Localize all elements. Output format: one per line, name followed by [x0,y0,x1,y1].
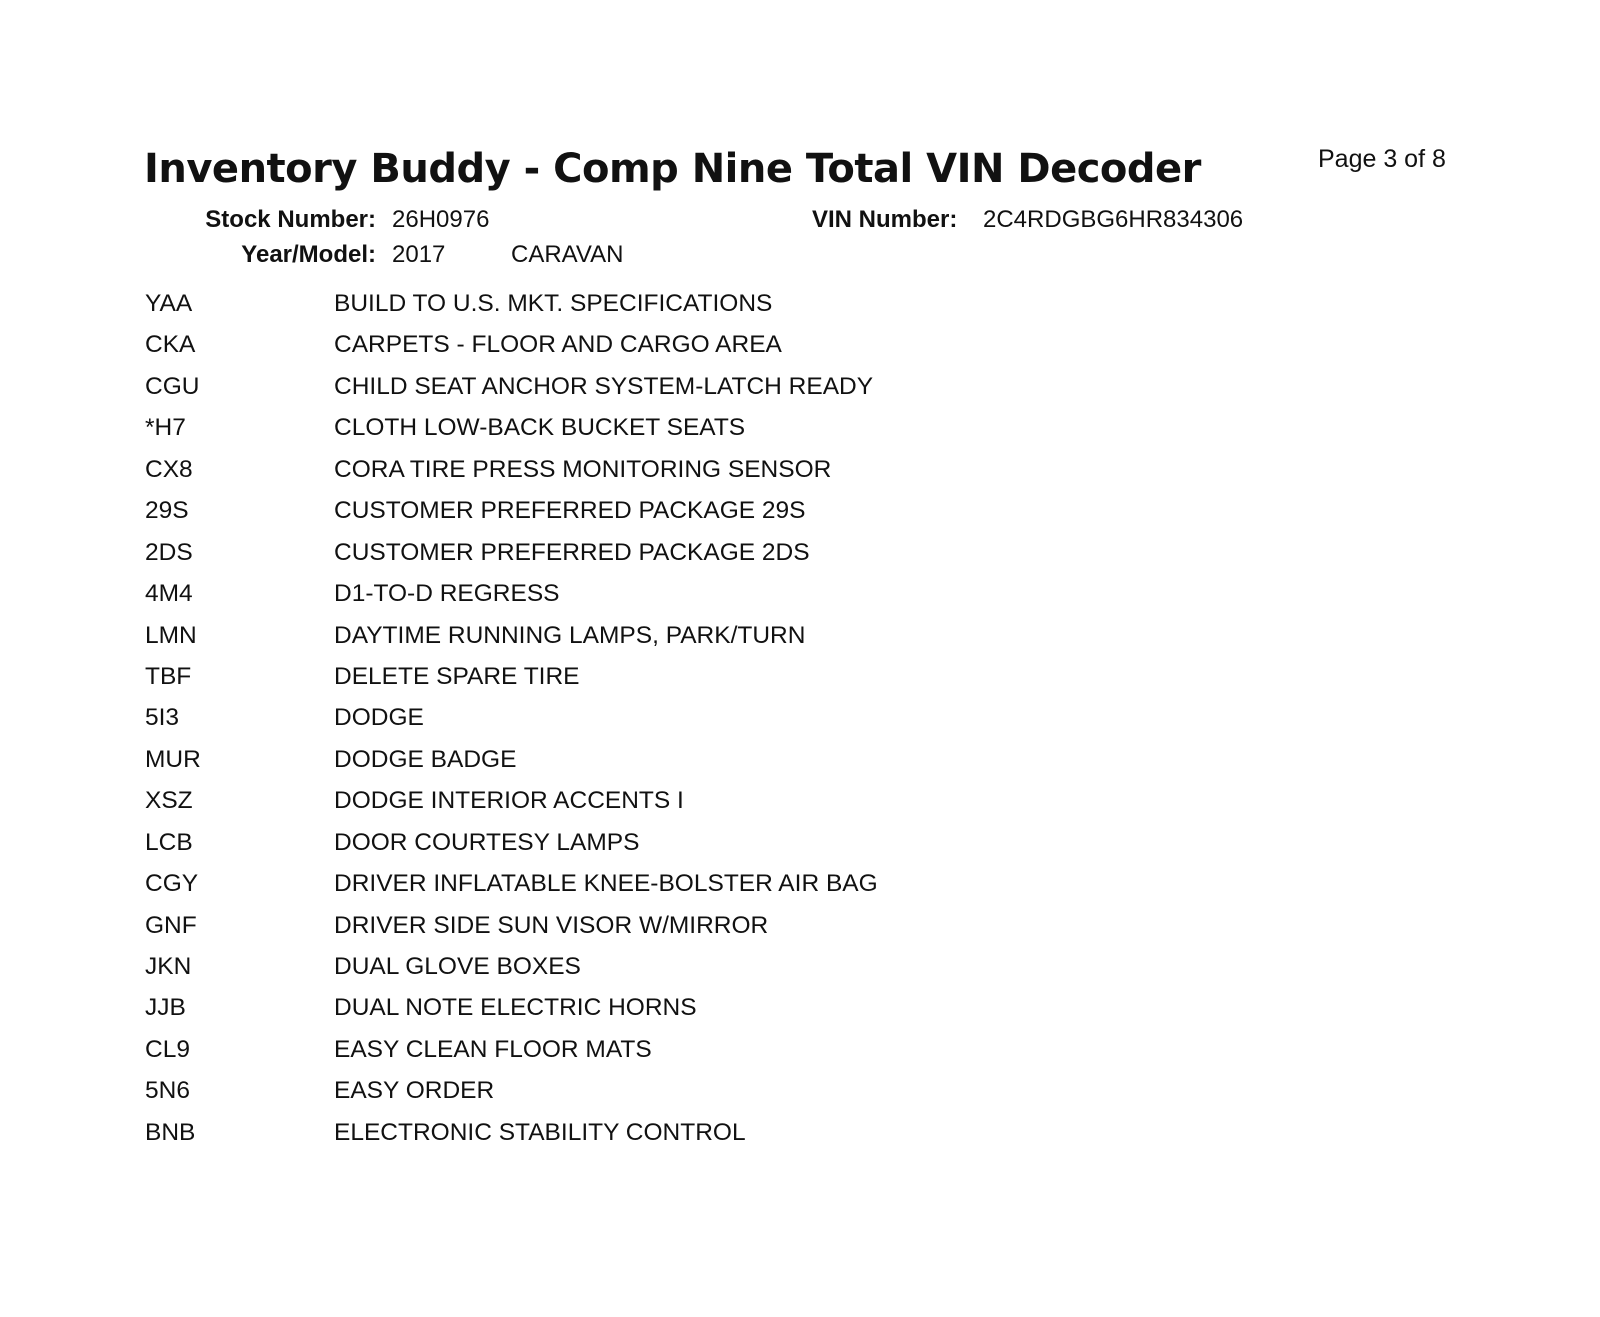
option-row [145,870,1345,911]
option-row [145,414,1345,455]
option-description: D1-TO-D REGRESS [334,580,560,608]
option-description: DRIVER INFLATABLE KNEE-BOLSTER AIR BAG [334,870,878,898]
vin-number-label: VIN Number: [812,206,958,233]
option-row [145,746,1345,787]
option-row [145,829,1345,870]
option-description: DUAL GLOVE BOXES [334,953,581,980]
option-code: JJB [145,994,186,1022]
option-code-list [145,290,1345,1160]
option-row [145,497,1345,538]
option-description: DODGE BADGE [334,745,517,773]
option-row [145,580,1345,621]
option-code: 4M4 [145,580,193,608]
option-code: YAA [145,290,193,317]
option-code: CX8 [145,455,193,483]
option-description: DRIVER SIDE SUN VISOR W/MIRROR [334,911,769,939]
option-code: CL9 [145,1035,190,1063]
option-row [145,1036,1345,1077]
option-description: ELECTRONIC STABILITY CONTROL [334,1118,746,1146]
option-row [145,539,1345,580]
option-row [145,704,1345,745]
option-code: CKA [145,331,196,359]
option-code: GNF [145,911,197,939]
page-number: Page 3 of 8 [1318,145,1446,173]
option-row [145,994,1345,1035]
option-description: CUSTOMER PREFERRED PACKAGE 29S [334,497,806,525]
option-description: DODGE INTERIOR ACCENTS I [334,787,684,815]
option-description: EASY CLEAN FLOOR MATS [334,1035,652,1063]
option-code: JKN [145,953,192,980]
vin-number-value: 2C4RDGBG6HR834306 [983,206,1244,233]
option-row [145,953,1345,994]
year-value: 2017 [392,241,446,268]
option-row [145,787,1345,828]
option-code: 29S [145,497,189,525]
option-code: *H7 [145,414,186,442]
option-code: MUR [145,745,201,773]
option-description: CARPETS - FLOOR AND CARGO AREA [334,331,782,359]
option-code: 5N6 [145,1077,190,1105]
option-row [145,663,1345,704]
option-code: LMN [145,621,197,649]
option-row [145,622,1345,663]
option-description: CUSTOMER PREFERRED PACKAGE 2DS [334,538,810,566]
option-code: 5I3 [145,704,180,732]
option-row [145,373,1345,414]
model-value: CARAVAN [511,241,624,268]
page-title: Inventory Buddy - Comp Nine Total VIN Decoder [144,146,1201,192]
option-description: DOOR COURTESY LAMPS [334,828,640,856]
stock-number-value: 26H0976 [392,206,490,233]
option-description: CHILD SEAT ANCHOR SYSTEM-LATCH READY [334,372,874,400]
option-row [145,1119,1345,1160]
option-code: LCB [145,828,193,856]
option-description: DODGE [334,704,424,732]
option-code: CGY [145,870,199,898]
option-description: DUAL NOTE ELECTRIC HORNS [334,994,697,1022]
option-row [145,331,1345,372]
option-code: BNB [145,1118,196,1146]
option-code: 2DS [145,538,193,566]
option-description: DELETE SPARE TIRE [334,662,580,690]
option-description: CORA TIRE PRESS MONITORING SENSOR [334,455,832,483]
stock-number-label: Stock Number: [205,206,376,233]
option-code: XSZ [145,787,193,815]
option-description: DAYTIME RUNNING LAMPS, PARK/TURN [334,621,806,649]
option-row [145,912,1345,953]
option-row [145,290,1345,331]
option-code: TBF [145,662,192,690]
option-row [145,1077,1345,1118]
option-description: EASY ORDER [334,1077,495,1105]
year-model-label: Year/Model: [241,241,376,268]
option-description: BUILD TO U.S. MKT. SPECIFICATIONS [334,290,773,317]
option-description: CLOTH LOW-BACK BUCKET SEATS [334,414,746,442]
option-code: CGU [145,372,200,400]
option-row [145,456,1345,497]
